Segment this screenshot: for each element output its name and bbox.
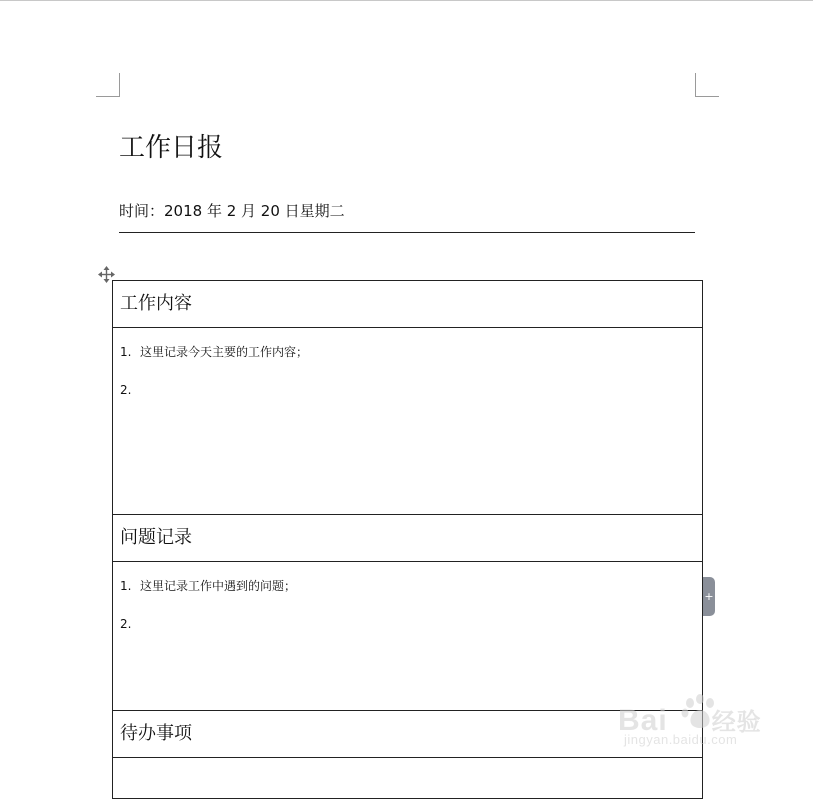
table-row: [113, 515, 703, 562]
add-row-button[interactable]: +: [703, 577, 715, 616]
section-heading-todo: 待办事项: [120, 723, 192, 744]
date-underline-rule: [119, 232, 695, 233]
watermark-brand: Bai 经验: [618, 704, 762, 737]
section-body-cell-work[interactable]: [113, 328, 703, 515]
daily-report-table: [112, 280, 703, 799]
section-heading-work: 工作内容: [120, 293, 192, 314]
section-heading-issues: 问题记录: [120, 527, 192, 548]
table-row: [113, 328, 703, 515]
document-date-line[interactable]: 时间：2018 年 2 月 20 日星期二: [119, 202, 345, 220]
window-top-border: [0, 0, 813, 1]
table-row: [113, 281, 703, 328]
list-item: 1. 这里记录工作中遇到的问题；: [120, 579, 297, 593]
page-margin-corner-top-left: [96, 73, 120, 97]
section-heading-cell-issues[interactable]: [113, 515, 703, 562]
table-row: [113, 758, 703, 799]
page-margin-corner-top-right: [695, 73, 719, 97]
section-heading-cell-todo[interactable]: [113, 711, 703, 758]
watermark-url: jingyan.baidu.com: [624, 732, 738, 747]
list-item: 2.: [120, 383, 132, 397]
table-row: [113, 562, 703, 711]
document-title[interactable]: 工作日报: [119, 133, 224, 163]
table-row: [113, 711, 703, 758]
list-item: 2.: [120, 617, 132, 631]
section-body-cell-todo[interactable]: [113, 758, 703, 799]
section-heading-cell-work[interactable]: [113, 281, 703, 328]
section-body-cell-issues[interactable]: [113, 562, 703, 711]
list-item: 1. 这里记录今天主要的工作内容；: [120, 345, 309, 359]
